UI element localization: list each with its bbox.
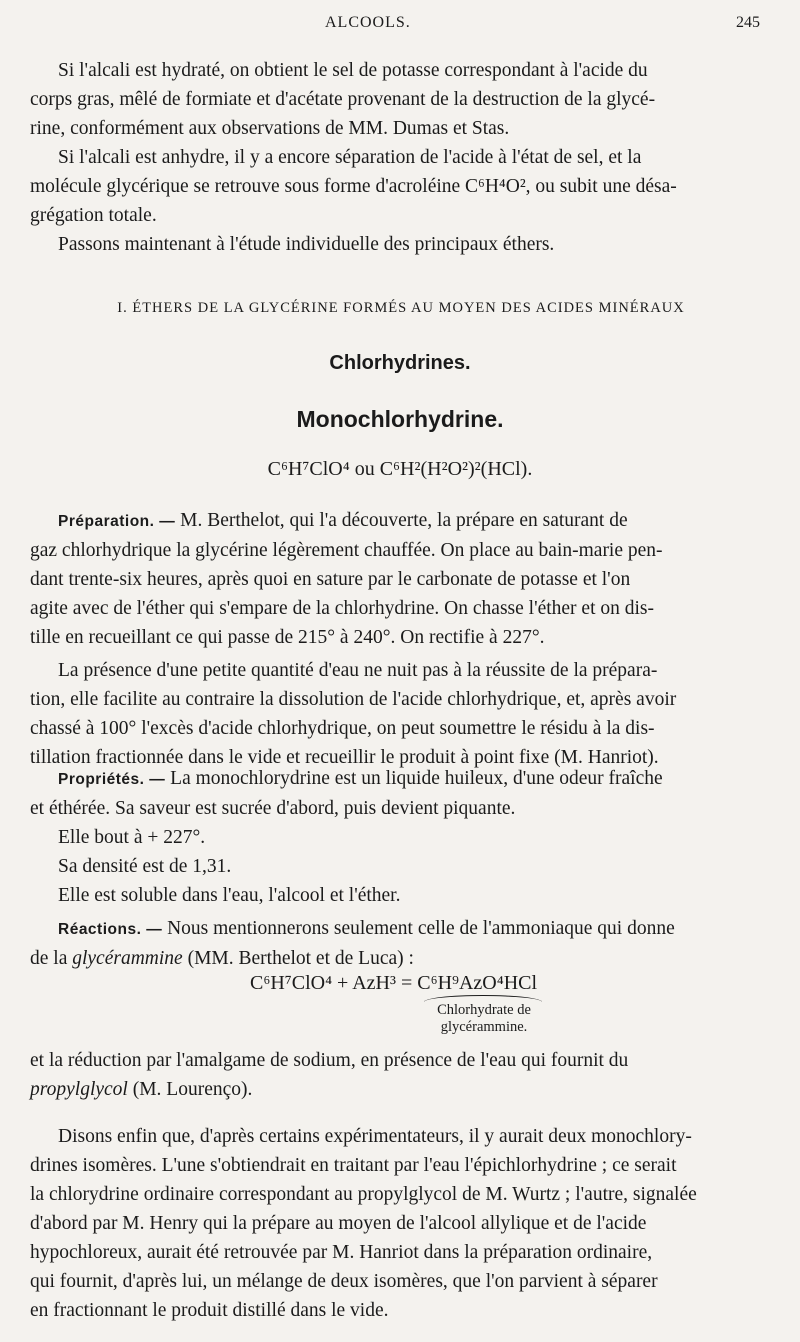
propylglycol-term: propylglycol xyxy=(30,1079,128,1100)
density: Sa densité est de 1,31. xyxy=(58,856,232,877)
preparation-paragraph-1 xyxy=(30,506,772,652)
proprietes-block xyxy=(30,764,772,910)
text-line: et éthérée. Sa saveur est sucrée d'abord, puis devient piquante. xyxy=(30,798,516,819)
main-formula: C⁶H⁷ClO⁴ ou C⁶H²(H²O²)²(HCl). xyxy=(267,458,533,480)
page-number: 245 xyxy=(736,14,760,31)
reactions-block xyxy=(30,914,772,973)
boiling-point: Elle bout à + 227°. xyxy=(58,827,206,848)
annotation-line: glycérammine. xyxy=(440,1019,528,1035)
text-line: tillation fractionnée dans le vide et recueillir le produit à point fixe (M. Hanriot). xyxy=(30,747,659,768)
proprietes-lead: Propriétés. — xyxy=(58,771,166,788)
text-line: agite avec de l'éther qui s'empare de la chlorhydrine. On chasse l'éther et on dis- xyxy=(30,598,654,619)
text-line: tion, elle facilite au contraire la dissolution de l'acide chlorhydrique, et, après avoir xyxy=(30,689,677,710)
text-span: Nous mentionnerons seulement celle de l'ammoniaque qui donne xyxy=(162,918,675,939)
glycerammine-term: glycérammine xyxy=(72,948,183,969)
reaction-equation: C⁶H⁷ClO⁴ + AzH³ = C⁶H⁹AzO⁴HCl xyxy=(250,972,538,994)
running-title: ALCOOLS. xyxy=(325,14,411,31)
text-line: Disons enfin que, d'après certains expérimentateurs, il y aurait deux monochlory- xyxy=(58,1126,692,1147)
reactions-paragraph xyxy=(30,914,772,973)
text-span: La monochlorydrine est un liquide huileux, d'une odeur fraîche xyxy=(165,768,663,789)
section-title: I. ÉTHERS DE LA GLYCÉRINE FORMÉS AU MOYEN DES ACIDES MINÉRAUX xyxy=(117,300,685,316)
heading-monochlorhydrine: Monochlorhydrine. xyxy=(296,406,504,432)
annotation-line: Chlorhydrate de xyxy=(437,1002,531,1018)
page-header xyxy=(0,14,800,36)
text-line: et la réduction par l'amalgame de sodium, en présence de l'eau qui fournit du xyxy=(30,1050,629,1071)
conclusion-paragraph xyxy=(30,1122,772,1325)
text-line: qui fournit, d'après lui, un mélange de deux isomères, que l'on parvient à séparer xyxy=(30,1271,658,1292)
text-span: (M. Lourenço). xyxy=(127,1079,253,1100)
text-line: gaz chlorhydrique la glycérine légèrement chauffée. On place au bain-marie pen- xyxy=(30,540,663,561)
proprietes-paragraph xyxy=(30,764,772,823)
text-span: de la xyxy=(30,948,73,969)
solubility: Elle est soluble dans l'eau, l'alcool et l'éther. xyxy=(58,885,401,906)
intro-paragraph-1 xyxy=(30,56,772,143)
reactions-lead: Réactions. — xyxy=(58,921,163,938)
text-line: Si l'alcali est anhydre, il y a encore séparation de l'acide à l'état de sel, et la xyxy=(58,147,642,168)
text-line: dant trente-six heures, après quoi en sature par le carbonate de potasse et l'on xyxy=(30,569,631,590)
text-line xyxy=(30,764,772,794)
text-line: rine, conformément aux observations de MM. Dumas et Stas. xyxy=(30,118,510,139)
preparation-lead: Préparation. — xyxy=(58,513,176,530)
reduction-paragraph xyxy=(30,1046,772,1104)
intro-block xyxy=(30,56,772,259)
text-line: la chlorydrine ordinaire correspondant au propylglycol de M. Wurtz ; l'autre, signalée xyxy=(30,1184,697,1205)
underbrace xyxy=(424,995,542,1002)
preparation-paragraph-2 xyxy=(30,656,772,772)
text-line xyxy=(30,1075,772,1104)
text-line xyxy=(30,944,772,973)
text-line: grégation totale. xyxy=(30,205,157,226)
text-span: (MM. Berthelot et de Luca) : xyxy=(182,948,414,969)
heading-chlorhydrines: Chlorhydrines. xyxy=(329,352,471,374)
text-line: corps gras, mêlé de formiate et d'acétate provenant de la destruction de la glycé- xyxy=(30,89,656,110)
text-line: molécule glycérique se retrouve sous forme d'acroléine C⁶H⁴O², ou subit une désa- xyxy=(30,176,677,197)
conclusion-block xyxy=(30,1122,772,1325)
intro-paragraph-3: Passons maintenant à l'étude individuelle des principaux éthers. xyxy=(58,234,555,255)
text-line xyxy=(30,506,772,536)
text-line: hypochloreux, aurait été retrouvée par M. Hanriot dans la préparation ordinaire, xyxy=(30,1242,653,1263)
text-line xyxy=(30,914,772,944)
text-line: tille en recueillant ce qui passe de 215° à 240°. On rectifie à 227°. xyxy=(30,627,545,648)
text-line: La présence d'une petite quantité d'eau ne nuit pas à la réussite de la prépara- xyxy=(58,660,658,681)
text-line: drines isomères. L'une s'obtiendrait en traitant par l'eau l'épichlorhydrine ; ce serait xyxy=(30,1155,677,1176)
text-line: en fractionnant le produit distillé dans le vide. xyxy=(30,1300,389,1321)
preparation-block xyxy=(30,506,772,772)
intro-paragraph-2 xyxy=(30,143,772,230)
equation-annotation xyxy=(424,1002,544,1036)
reduction-block xyxy=(30,1046,772,1104)
text-line: chassé à 100° l'excès d'acide chlorhydrique, on peut soumettre le résidu à la dis- xyxy=(30,718,655,739)
text-span: M. Berthelot, qui l'a découverte, la prépare en saturant de xyxy=(175,510,628,531)
text-line: Si l'alcali est hydraté, on obtient le sel de potasse correspondant à l'acide du xyxy=(58,60,648,81)
text-line: d'abord par M. Henry qui la prépare au moyen de l'alcool allylique et de l'acide xyxy=(30,1213,647,1234)
